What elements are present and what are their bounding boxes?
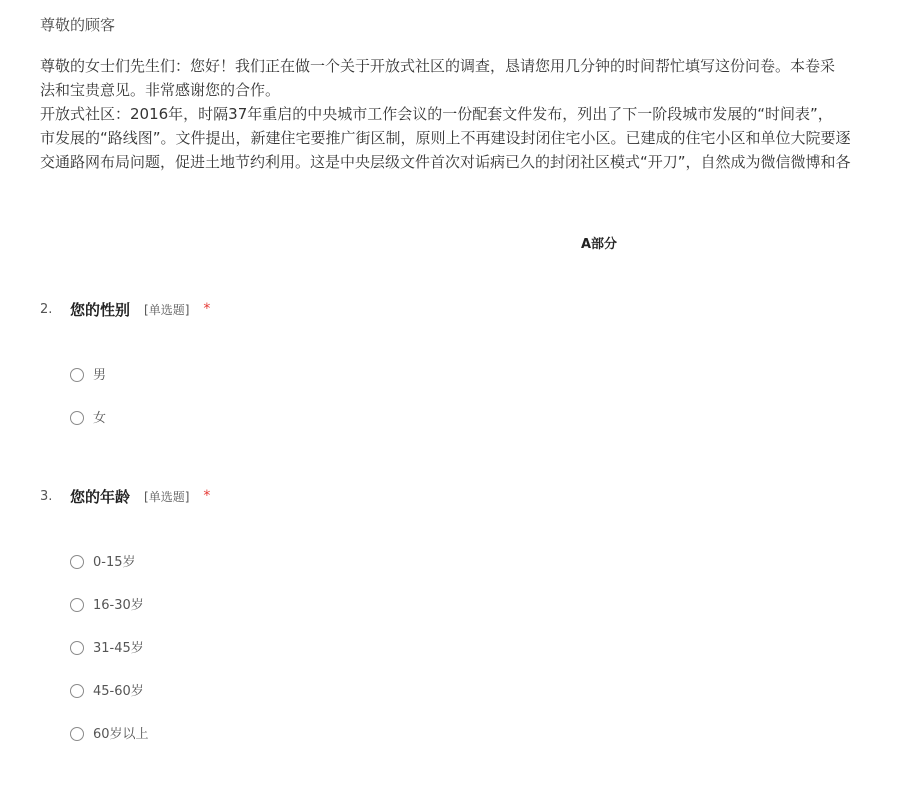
required-mark: * (203, 488, 211, 504)
radio-button-icon[interactable] (70, 684, 84, 698)
question-gender (40, 297, 880, 453)
section-title: A部分 (580, 237, 618, 252)
question-number: 2. (40, 301, 53, 317)
radio-button-icon[interactable] (70, 727, 84, 741)
intro-paragraph2-line1: 开放式社区：2016年，时隔37年重启的中央城市工作会议的一份配套文件发布，列出了下一阶段城市发展的“时间表”， (40, 105, 833, 123)
question-title: 您的性别 (70, 300, 131, 319)
intro-paragraph2-line3: 交通路网布局问题，促进土地节约利用。这是中央层级文件首次对诟病已久的封闭社区模式“开刀”，自然成为微信微博和各 (40, 153, 851, 171)
question-type-label: [单选题] (144, 489, 190, 504)
option-label[interactable]: 60岁以上 (93, 727, 149, 742)
intro-paragraph2-line2: 市发展的“路线图”。文件提出，新建住宅要推广街区制，原则上不再建设封闭住宅小区。已建成的住宅小区和单位大院要逐 (40, 129, 851, 147)
question-age (40, 484, 880, 769)
question-header (40, 484, 880, 508)
option-age-45-60[interactable] (70, 683, 880, 726)
option-label[interactable]: 女 (93, 411, 107, 426)
option-age-60-plus[interactable] (70, 726, 880, 769)
option-age-16-30[interactable] (70, 597, 880, 640)
option-label[interactable]: 男 (93, 368, 107, 383)
radio-button-icon[interactable] (70, 598, 84, 612)
option-label[interactable]: 31-45岁 (93, 641, 144, 656)
question-header (40, 297, 880, 321)
option-female[interactable] (70, 410, 880, 453)
option-list (70, 367, 880, 453)
survey-intro (40, 54, 900, 174)
intro-paragraph1-line1: 尊敬的女士们先生们：您好！我们正在做一个关于开放式社区的调查，恳请您用几分钟的时间帮忙填写这份问卷。本卷采 (40, 57, 836, 75)
option-male[interactable] (70, 367, 880, 410)
option-label[interactable]: 16-30岁 (93, 598, 144, 613)
option-label[interactable]: 45-60岁 (93, 684, 144, 699)
option-age-31-45[interactable] (70, 640, 880, 683)
question-number: 3. (40, 488, 53, 504)
radio-button-icon[interactable] (70, 641, 84, 655)
radio-button-icon[interactable] (70, 555, 84, 569)
radio-button-icon[interactable] (70, 368, 84, 382)
intro-paragraph1-line2: 法和宝贵意见。非常感谢您的合作。 (40, 81, 281, 99)
option-age-0-15[interactable] (70, 554, 880, 597)
question-type-label: [单选题] (144, 302, 190, 317)
radio-button-icon[interactable] (70, 411, 84, 425)
survey-greeting: 尊敬的顾客 (40, 16, 116, 34)
required-mark: * (203, 301, 211, 317)
option-list (70, 554, 880, 769)
option-label[interactable]: 0-15岁 (93, 555, 136, 570)
question-title: 您的年龄 (70, 487, 131, 506)
